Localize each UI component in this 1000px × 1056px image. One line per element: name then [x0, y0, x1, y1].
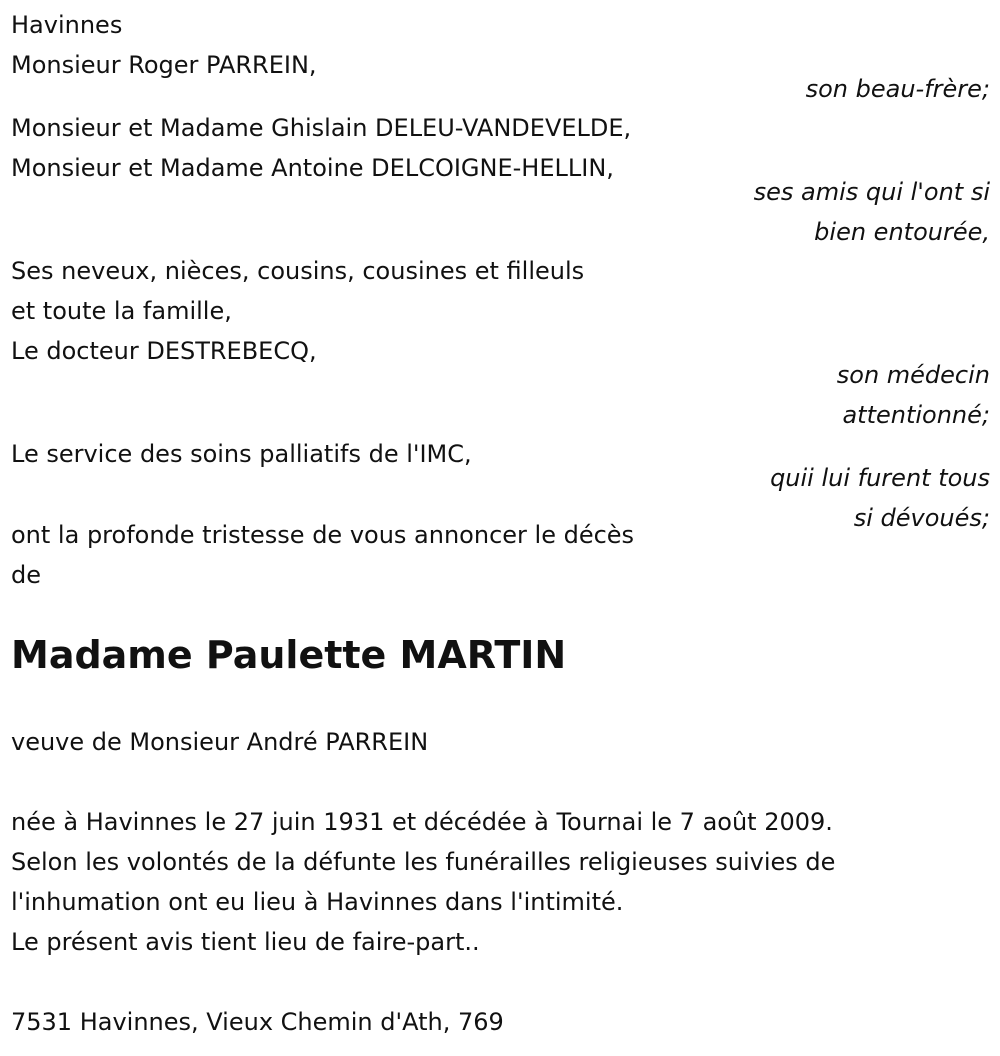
funeral-line: Selon les volontés de la défunte les funérailles religieuses suivies de	[11, 848, 836, 876]
location-header: Havinnes	[11, 11, 123, 39]
note-palliative-line1: quii lui furent tous	[770, 464, 990, 492]
family-line-palliative: Le service des soins palliatifs de l'IMC,	[11, 440, 472, 468]
family-line-deleu: Monsieur et Madame Ghislain DELEU-VANDEVELDE,	[11, 114, 632, 142]
announcement-de: de	[11, 561, 41, 589]
widow-line: veuve de Monsieur André PARREIN	[11, 728, 429, 756]
note-palliative-line2: si dévoués;	[853, 504, 990, 532]
note-doctor-line2: attentionné;	[842, 401, 990, 429]
family-line-brother-in-law: Monsieur Roger PARREIN,	[11, 51, 317, 79]
family-line-delcoigne: Monsieur et Madame Antoine DELCOIGNE-HELLIN,	[11, 154, 614, 182]
announcement-line: ont la profonde tristesse de vous annoncer le décès	[11, 521, 635, 549]
deceased-name: Madame Paulette MARTIN	[11, 633, 567, 677]
note-brother-in-law: son beau-frère;	[805, 75, 990, 103]
notice-line: Le présent avis tient lieu de faire-part..	[11, 928, 480, 956]
family-line-nephews: Ses neveux, nièces, cousins, cousines et filleuls	[11, 257, 585, 285]
address-line: 7531 Havinnes, Vieux Chemin d'Ath, 769	[11, 1008, 504, 1036]
family-line-doctor: Le docteur DESTREBECQ,	[11, 337, 317, 365]
birth-death-line: née à Havinnes le 27 juin 1931 et décédée à Tournai le 7 août 2009.	[11, 808, 833, 836]
note-friends-line1: ses amis qui l'ont si	[753, 178, 990, 206]
burial-line: l'inhumation ont eu lieu à Havinnes dans l'intimité.	[11, 888, 624, 916]
note-doctor-line1: son médecin	[836, 361, 990, 389]
note-friends-line2: bien entourée,	[814, 218, 990, 246]
family-line-whole-family: et toute la famille,	[11, 297, 232, 325]
